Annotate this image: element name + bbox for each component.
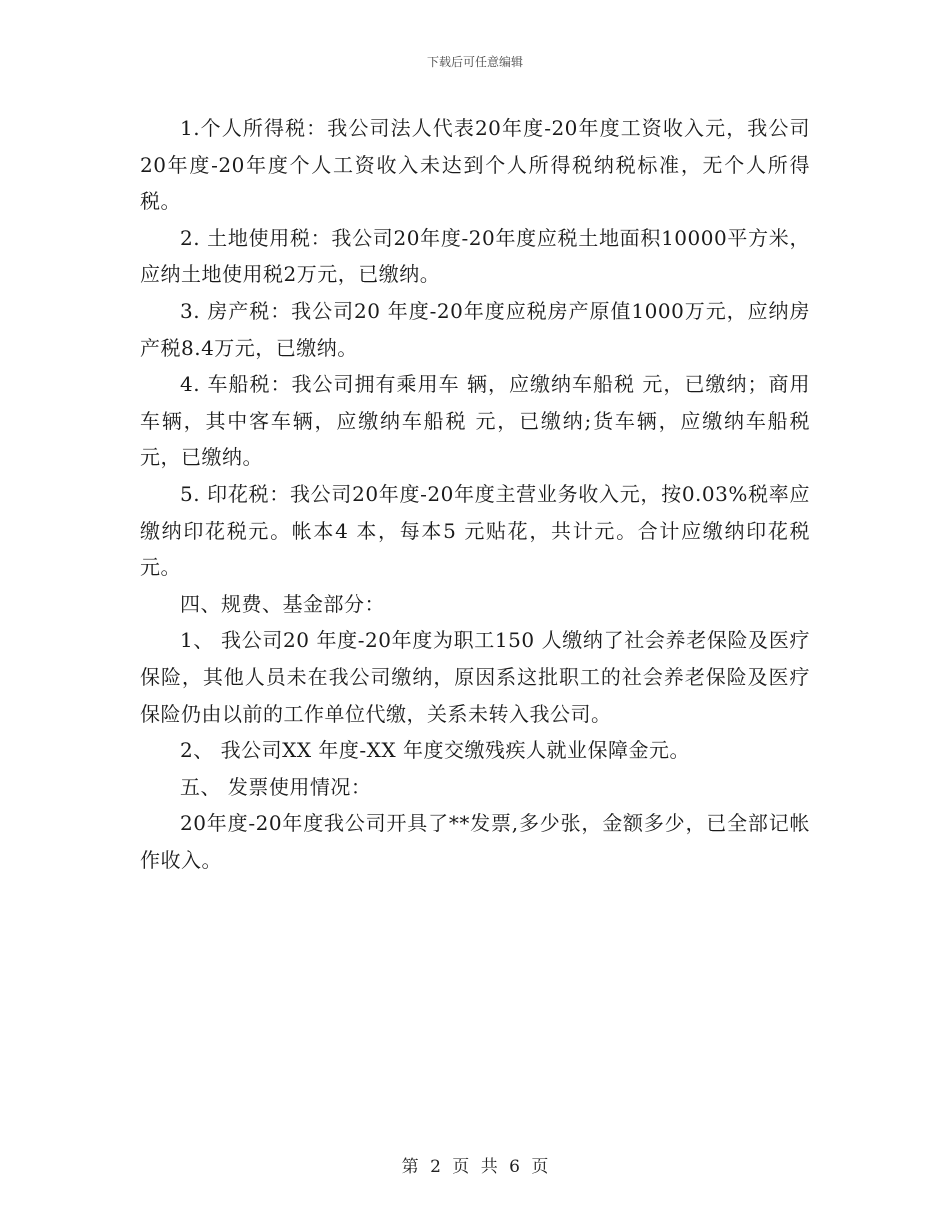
paragraph-stamp-tax: 5. 印花税：我公司20年度-20年度主营业务收入元，按0.03%税率应缴纳印花税元。帐本4 本，每本5 元贴花，共计元。合计应缴纳印花税元。 [140, 481, 810, 580]
paragraph-invoice-usage: 20年度-20年度我公司开具了**发票,多少张，金额多少，已全部记帐作收入。 [140, 811, 810, 872]
section-heading-fees-funds: 四、规费、基金部分： [180, 591, 385, 616]
document-body [140, 110, 810, 878]
section-heading-invoice-usage: 五、 发票使用情况： [180, 774, 372, 799]
paragraph-property-tax: 3. 房产税：我公司20 年度-20年度应税房产原值1000万元，应纳房产税8.4万元，已缴纳。 [140, 298, 810, 360]
paragraph-disability-fund: 2、 我公司XX 年度-XX 年度交缴残疾人就业保障金元。 [180, 738, 691, 763]
paragraph-vehicle-vessel-tax: 4. 车船税：我公司拥有乘用车 辆，应缴纳车船税 元，已缴纳；商用车辆，其中客车辆，应缴纳车船税 元，已缴纳;货车辆，应缴纳车船税 元，已缴纳。 [140, 372, 810, 470]
paragraph-land-use-tax: 2. 土地使用税：我公司20年度-20年度应税土地面积10000平方米，应纳土地使用税2万元，已缴纳。 [140, 225, 810, 287]
page-number: 第 2 页 共 6 页 [401, 1157, 549, 1177]
header-note: 下载后可任意编辑 [426, 55, 523, 69]
paragraph-personal-income-tax: 1.个人所得税：我公司法人代表20年度-20年度工资收入元，我公司20年度-20年度个人工资收入未达到个人所得税纳税标准，无个人所得税。 [140, 116, 810, 214]
paragraph-social-insurance: 1、 我公司20 年度-20年度为职工150 人缴纳了社会养老保险及医疗保险，其他人员未在我公司缴纳，原因系这批职工的社会养老保险及医疗保险仍由以前的工作单位代缴，关系未转入我公司。 [140, 628, 810, 726]
